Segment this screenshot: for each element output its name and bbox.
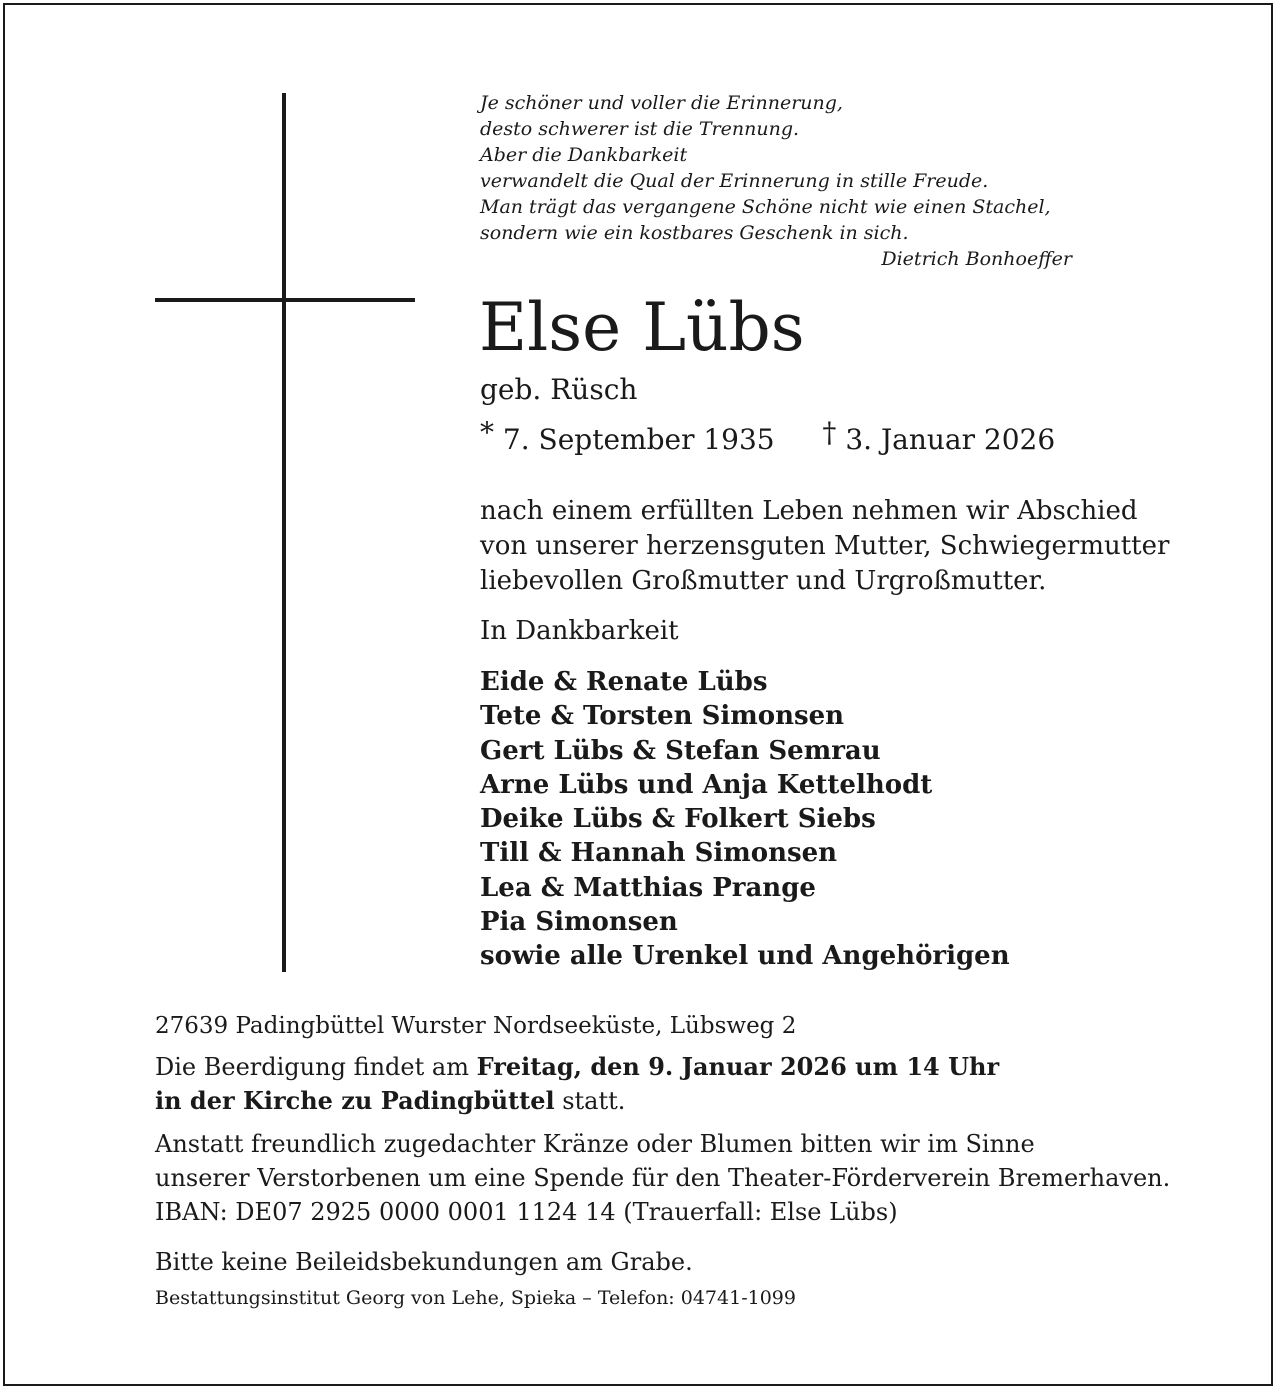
mourner-item: Deike Lübs & Folkert Siebs (480, 804, 876, 835)
funeral-intro: Die Beerdigung findet am (155, 1053, 477, 1081)
bonhoeffer-quote (480, 90, 1080, 272)
quote-line: Aber die Dankbarkeit (480, 144, 688, 166)
message-line: von unserer herzensguten Mutter, Schwiegermutter (480, 531, 1170, 561)
mourner-item: Arne Lübs und Anja Kettelhodt (480, 769, 933, 800)
maiden-name: geb. Rüsch (480, 373, 638, 406)
quote-line: sondern wie ein kostbares Geschenk in sich. (480, 222, 909, 244)
closing-phrase: In Dankbarkeit (480, 616, 679, 646)
deceased-name: Else Lübs (479, 289, 805, 366)
donation-line: Anstatt freundlich zugedachter Kränze oder Blumen bitten wir im Sinne (155, 1130, 1035, 1158)
funeral-date-time: Freitag, den 9. Januar 2026 um 14 Uhr (476, 1052, 1000, 1081)
no-condolence-note: Bitte keine Beileidsbekundungen am Grabe. (155, 1248, 693, 1276)
mourner-item: Till & Hannah Simonsen (480, 838, 838, 869)
donation-iban: IBAN: DE07 2925 0000 0001 1124 14 (Trauerfall: Else Lübs) (155, 1198, 898, 1226)
family-address: 27639 Padingbüttel Wurster Nordseeküste, Lübsweg 2 (155, 1013, 797, 1039)
message-line: nach einem erfüllten Leben nehmen wir Abschied (480, 496, 1138, 526)
death-date: 3. Januar 2026 (845, 423, 1056, 456)
farewell-message (480, 494, 1169, 599)
mourners-list (480, 665, 1010, 974)
mourner-item: Pia Simonsen (480, 907, 678, 938)
quote-line: Je schöner und voller die Erinnerung, (480, 92, 843, 114)
cross-vertical-bar (282, 93, 286, 972)
quote-line: desto schwerer ist die Trennung. (480, 118, 800, 140)
mourner-item: Tete & Torsten Simonsen (480, 701, 845, 732)
quote-line: verwandelt die Qual der Erinnerung in stille Freude. (480, 170, 989, 192)
quote-line: Man trägt das vergangene Schöne nicht wie einen Stachel, (480, 196, 1051, 218)
birth-star-icon: * (480, 416, 494, 449)
undertaker-contact: Bestattungsinstitut Georg von Lehe, Spieka – Telefon: 04741-1099 (155, 1287, 796, 1309)
life-dates (480, 416, 1056, 460)
message-line: liebevollen Großmutter und Urgroßmutter. (480, 566, 1047, 596)
donation-request (155, 1127, 1170, 1229)
quote-author: Dietrich Bonhoeffer (881, 248, 1072, 270)
mourner-item: sowie alle Urenkel und Angehörigen (480, 941, 1010, 972)
funeral-info (155, 1050, 999, 1118)
mourner-item: Eide & Renate Lübs (480, 667, 768, 697)
mourner-item: Gert Lübs & Stefan Semrau (480, 735, 881, 766)
funeral-location: in der Kirche zu Padingbüttel (155, 1086, 555, 1115)
mourner-item: Lea & Matthias Prange (480, 872, 816, 903)
funeral-outro: statt. (554, 1087, 626, 1115)
birth-date: 7. September 1935 (502, 423, 775, 456)
donation-line: unserer Verstorbenen um eine Spende für den Theater-Förderverein Bremerhaven. (155, 1164, 1171, 1192)
death-cross-icon: † (822, 416, 837, 449)
cross-horizontal-bar (155, 298, 415, 302)
